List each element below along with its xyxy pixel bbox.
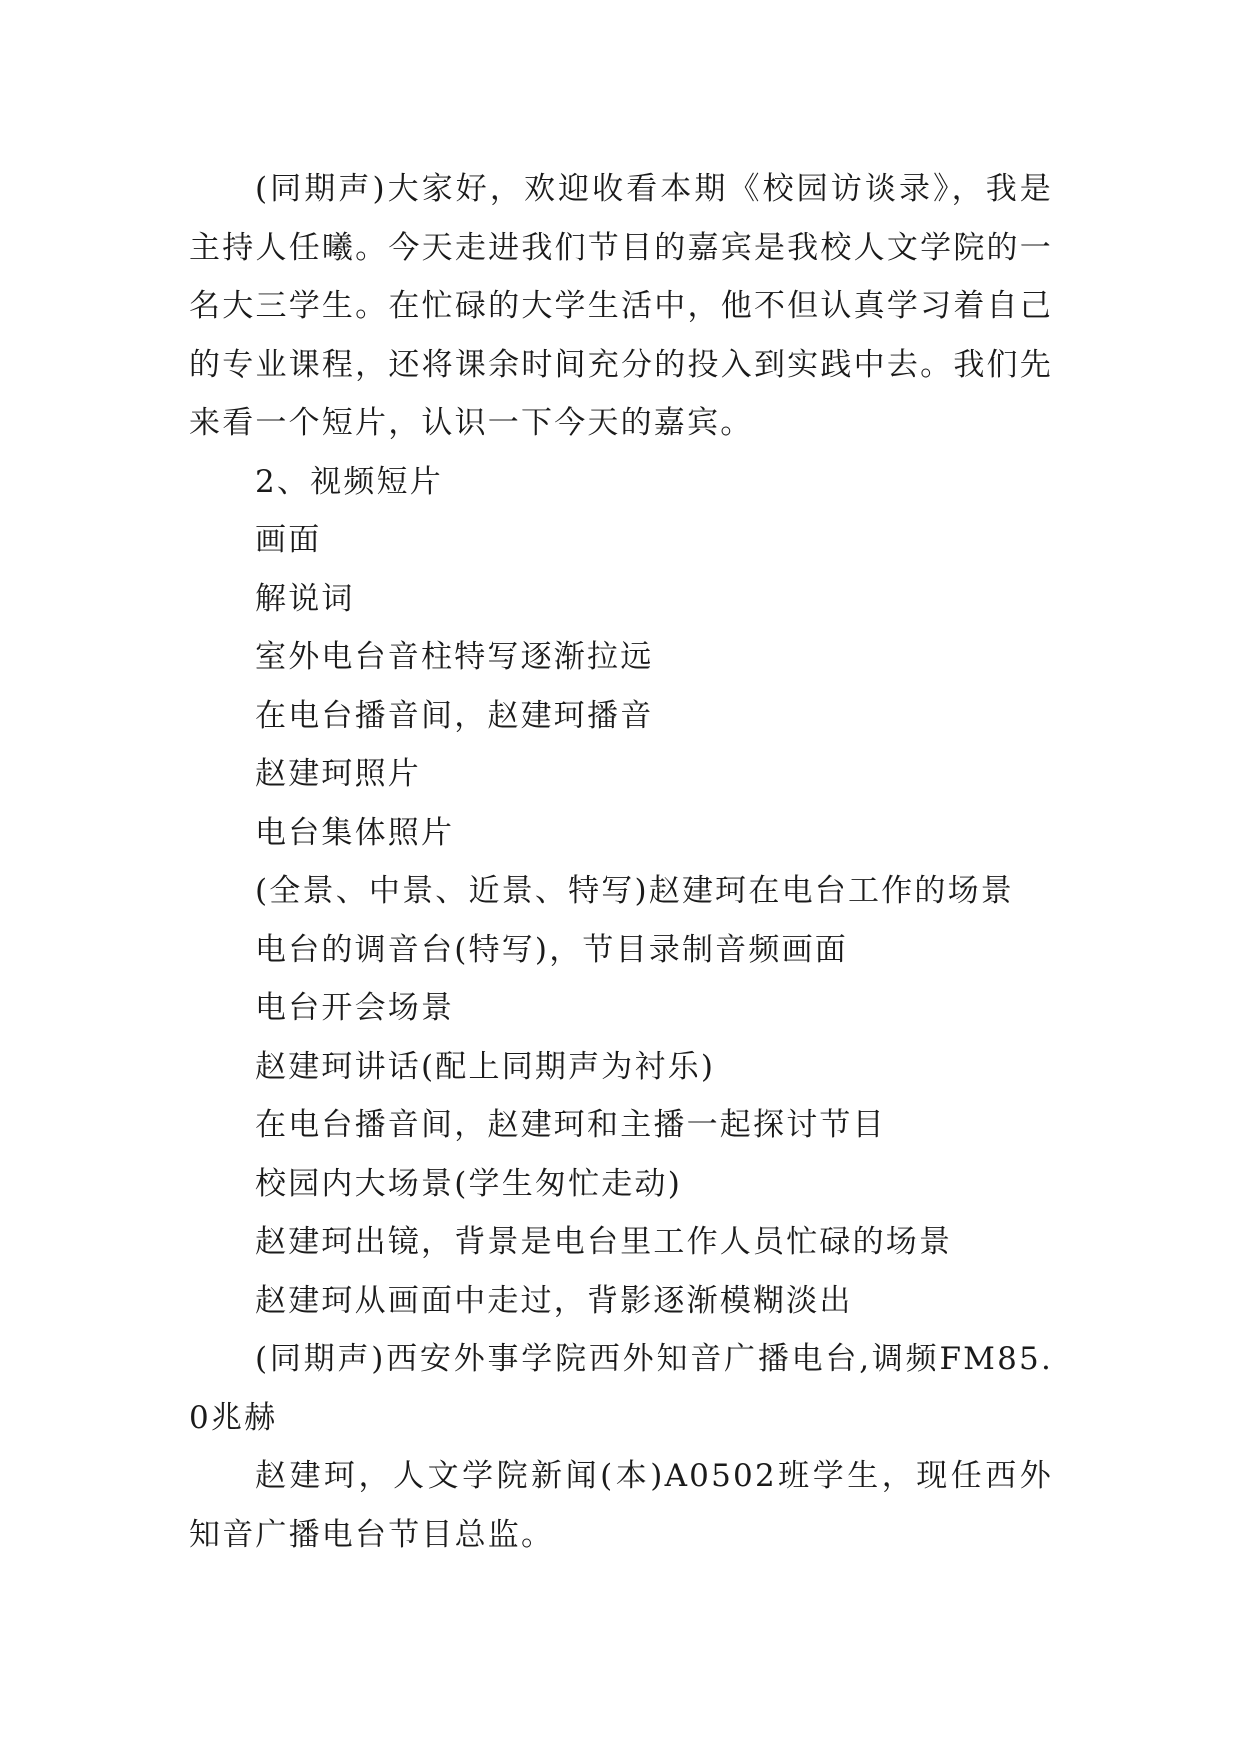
- paragraph-column-label-narration: 解说词: [255, 580, 355, 617]
- paragraph-shot: 赵建珂讲话(配上同期声为衬乐): [255, 1048, 716, 1085]
- paragraph-shot: 在电台播音间，赵建珂和主播一起探讨节目: [255, 1107, 886, 1143]
- paragraph-intro: (同期声)大家好，欢迎收看本期《校园访谈录》，我是主持人任曦。今天走进我们节目的嘉宾是我校人文学院的一名大三学生。在忙碌的大学生活中，他不但认真学习着自己的专业课程，还将课余时间充分的投入到实践中去。我们先来看一个短片，认识一下今天的嘉宾。: [189, 171, 1053, 441]
- paragraph-shot: 室外电台音柱特写逐渐拉远: [255, 639, 654, 675]
- paragraph-shot: 电台集体照片: [255, 814, 455, 851]
- paragraph-shot: 在电台播音间，赵建珂播音: [255, 697, 654, 734]
- paragraph-shot: 赵建珂从画面中走过，背影逐渐模糊淡出: [255, 1282, 853, 1319]
- paragraph-shot: 电台开会场景: [255, 990, 455, 1026]
- paragraph-column-label-picture: 画面: [255, 522, 322, 558]
- paragraph-narration: (同期声)西安外事学院西外知音广播电台,调频FM85.0兆赫: [189, 1341, 1053, 1436]
- paragraph-shot: 电台的调音台(特写)，节目录制音频画面: [255, 931, 848, 968]
- paragraph-section-heading: 2、视频短片: [255, 463, 443, 500]
- document-body: [189, 160, 1053, 1564]
- paragraph-shot: 校园内大场景(学生匆忙走动): [255, 1165, 682, 1202]
- paragraph-narration: 赵建珂，人文学院新闻(本)A0502班学生，现任西外知音广播电台节目总监。: [189, 1458, 1053, 1553]
- paragraph-shot: 赵建珂照片: [255, 756, 421, 792]
- paragraph-shot: (全景、中景、近景、特写)赵建珂在电台工作的场景: [255, 873, 1014, 909]
- paragraph-shot: 赵建珂出镜，背景是电台里工作人员忙碌的场景: [255, 1224, 953, 1260]
